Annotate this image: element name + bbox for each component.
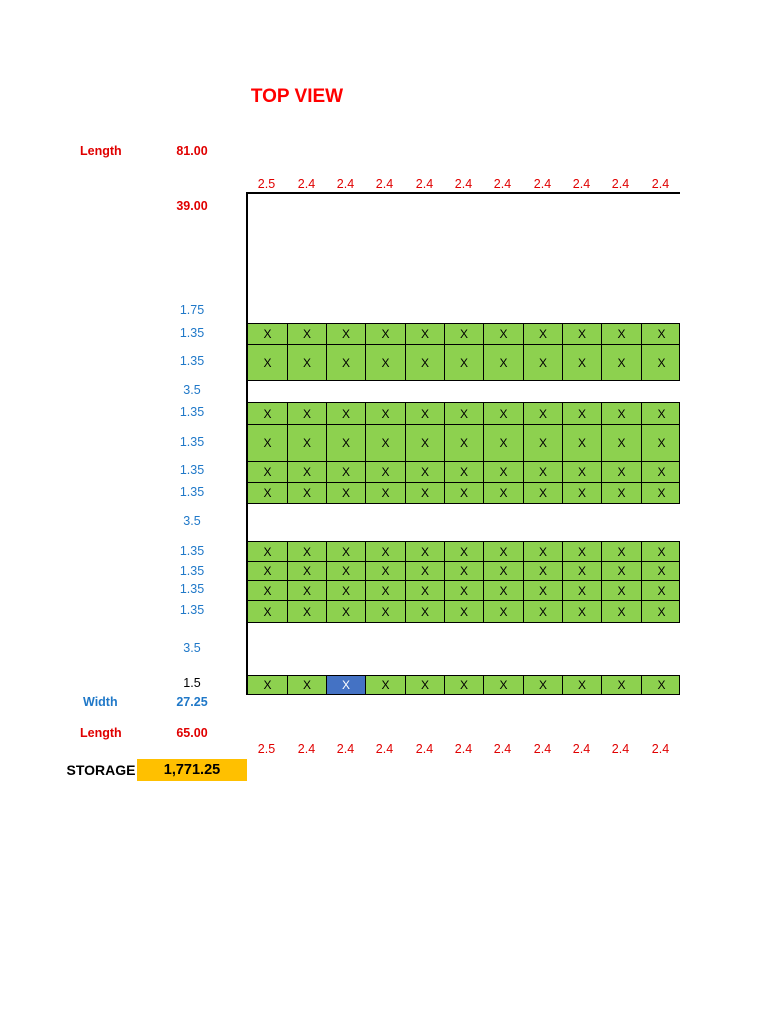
grid-cell[interactable]: X (563, 345, 602, 380)
grid-cell[interactable]: X (366, 462, 406, 482)
column-width-label: 2.4 (651, 742, 670, 756)
grid-cell[interactable]: X (524, 601, 563, 622)
grid-cell[interactable]: X (524, 324, 563, 344)
grid-cell[interactable]: X (445, 601, 484, 622)
grid-cell[interactable]: X (484, 425, 524, 461)
column-width-label: 2.4 (611, 177, 630, 191)
grid-cell[interactable]: X (445, 462, 484, 482)
column-width-label: 2.4 (297, 742, 316, 756)
column-width-label: 2.4 (336, 177, 355, 191)
row-label: 1.35 (179, 603, 205, 617)
grid-cell[interactable]: X (248, 483, 288, 503)
grid-cell[interactable]: X (563, 324, 602, 344)
grid-cell[interactable]: X (327, 462, 366, 482)
grid-cell[interactable]: X (288, 676, 327, 694)
grid-cell[interactable]: X (406, 345, 445, 380)
grid-cell[interactable]: X (248, 345, 288, 380)
row-label: 1.35 (179, 582, 205, 596)
grid-row (247, 402, 680, 425)
grid-cell[interactable]: X (406, 403, 445, 424)
grid-cell[interactable]: X (484, 345, 524, 380)
grid-cell[interactable]: X (524, 462, 563, 482)
depth-value: 39.00 (176, 199, 208, 213)
grid-cell[interactable]: X (602, 542, 642, 561)
grid-cell[interactable]: X (366, 403, 406, 424)
grid-cell[interactable]: X (524, 403, 563, 424)
grid-cell[interactable]: X (602, 403, 642, 424)
grid-cell[interactable]: X (248, 462, 288, 482)
grid-row (247, 482, 680, 504)
storage-value[interactable]: 1,771.25 (137, 759, 247, 781)
grid-cell[interactable]: X (248, 601, 288, 622)
grid-cell[interactable]: X (602, 581, 642, 600)
width-label: Width (83, 695, 118, 709)
column-width-label: 2.5 (257, 742, 276, 756)
grid-cell[interactable]: X (524, 483, 563, 503)
grid-cell[interactable]: X (366, 345, 406, 380)
grid-cell[interactable]: X (657, 355, 666, 370)
column-width-label: 2.4 (533, 177, 552, 191)
row-label: 1.5 (183, 676, 201, 690)
grid-cell[interactable]: X (366, 542, 406, 561)
grid-cell[interactable]: X (563, 581, 602, 600)
grid-cell[interactable]: X (406, 601, 445, 622)
grid-cell[interactable]: X (248, 425, 288, 461)
grid-cell[interactable]: X (657, 564, 666, 578)
grid-cell[interactable]: X (602, 324, 642, 344)
grid-cell[interactable]: X (563, 425, 602, 461)
grid-cell[interactable]: X (524, 676, 563, 694)
grid-cell[interactable]: X (445, 676, 484, 694)
grid-cell[interactable]: X (484, 324, 524, 344)
grid-row (247, 580, 680, 601)
grid-cell[interactable]: X (288, 562, 327, 580)
grid-row (247, 561, 680, 581)
grid-cell[interactable]: X (366, 676, 406, 694)
row-label: 1.35 (179, 485, 205, 499)
grid-row (247, 461, 680, 483)
grid-cell[interactable]: X (366, 425, 406, 461)
grid-cell[interactable]: X (406, 425, 445, 461)
grid-cell[interactable]: X (657, 604, 666, 619)
column-width-label: 2.4 (533, 742, 552, 756)
grid-cell[interactable]: X (288, 581, 327, 600)
grid-cell[interactable]: X (657, 465, 666, 479)
grid-cell[interactable]: X (602, 483, 642, 503)
grid-cell[interactable]: X (288, 601, 327, 622)
grid-cell[interactable]: X (484, 403, 524, 424)
grid-cell[interactable]: X (327, 324, 366, 344)
grid-cell[interactable]: X (445, 324, 484, 344)
grid-cell[interactable]: X (563, 601, 602, 622)
column-width-label: 2.4 (375, 177, 394, 191)
grid-cell[interactable]: X (524, 345, 563, 380)
grid-cell[interactable]: X (657, 436, 666, 450)
grid-cell[interactable]: X (445, 425, 484, 461)
width-value: 27.25 (176, 695, 208, 709)
grid-cell[interactable]: X (484, 676, 524, 694)
grid-cell[interactable]: X (406, 542, 445, 561)
column-width-label: 2.4 (493, 742, 512, 756)
grid-cell[interactable]: X (445, 483, 484, 503)
bottom-length-label: Length (80, 726, 122, 740)
grid-cell[interactable]: X (657, 406, 666, 421)
grid-cell[interactable]: X (327, 562, 366, 580)
grid-cell[interactable]: X (288, 345, 327, 380)
grid-cell[interactable]: X (657, 678, 666, 692)
grid-cell[interactable]: X (406, 581, 445, 600)
length-label: Length (80, 144, 122, 158)
grid-cell[interactable]: X (445, 562, 484, 580)
row-label: 1.35 (179, 544, 205, 558)
grid-cell[interactable]: X (484, 562, 524, 580)
grid-cell[interactable]: X (288, 324, 327, 344)
grid-cell[interactable]: X (288, 462, 327, 482)
grid-cell[interactable]: X (602, 676, 642, 694)
length-value: 81.00 (176, 144, 208, 158)
grid-cell[interactable]: X (445, 345, 484, 380)
grid-row (247, 675, 680, 695)
bottom-length-value: 65.00 (176, 726, 208, 740)
column-width-label: 2.5 (257, 177, 276, 191)
grid-cell[interactable]: X (406, 324, 445, 344)
grid-cell[interactable]: X (484, 462, 524, 482)
grid-cell[interactable]: X (288, 403, 327, 424)
column-width-label: 2.4 (651, 177, 670, 191)
grid-cell[interactable]: X (248, 403, 288, 424)
grid-cell[interactable]: X (484, 483, 524, 503)
grid-cell[interactable]: X (327, 345, 366, 380)
row-label: 1.35 (179, 435, 205, 449)
grid-cell[interactable]: X (366, 324, 406, 344)
grid-cell[interactable]: X (327, 581, 366, 600)
storage-label: STORAGE (66, 762, 136, 778)
grid-cell[interactable]: X (366, 601, 406, 622)
grid-cell[interactable]: X (327, 601, 366, 622)
grid-cell[interactable]: X (445, 581, 484, 600)
grid-cell[interactable]: X (524, 425, 563, 461)
grid-cell-selected[interactable]: X (327, 676, 366, 694)
grid-cell[interactable]: X (288, 483, 327, 503)
grid-cell[interactable]: X (524, 542, 563, 561)
column-width-label: 2.4 (454, 177, 473, 191)
row-label: 1.35 (179, 354, 205, 368)
row-label: 1.35 (179, 463, 205, 477)
grid-cell[interactable]: X (406, 562, 445, 580)
column-width-label: 2.4 (375, 742, 394, 756)
column-width-label: 2.4 (454, 742, 473, 756)
grid-cell[interactable]: X (484, 601, 524, 622)
grid-cell[interactable]: X (524, 581, 563, 600)
grid-cell[interactable]: X (563, 542, 602, 561)
gap-label: 3.5 (183, 641, 201, 655)
column-width-label: 2.4 (415, 177, 434, 191)
grid-cell[interactable]: X (248, 324, 288, 344)
grid-cell[interactable]: X (657, 544, 666, 559)
grid-cell[interactable]: X (248, 562, 288, 580)
grid-cell[interactable]: X (406, 676, 445, 694)
grid-cell[interactable]: X (327, 425, 366, 461)
grid-cell[interactable]: X (327, 542, 366, 561)
grid-cell[interactable]: X (563, 676, 602, 694)
grid-cell[interactable]: X (563, 562, 602, 580)
grid-cell[interactable]: X (524, 562, 563, 580)
grid-cell[interactable]: X (366, 483, 406, 503)
gap-label: 3.5 (183, 383, 201, 397)
grid-row (247, 600, 680, 623)
grid-row (247, 424, 680, 462)
grid-cell[interactable]: X (484, 542, 524, 561)
grid-cell[interactable]: X (657, 327, 666, 341)
grid-cell[interactable]: X (366, 581, 406, 600)
grid-cell[interactable]: X (602, 601, 642, 622)
column-width-label: 2.4 (572, 177, 591, 191)
column-width-label: 2.4 (415, 742, 434, 756)
grid-cell[interactable]: X (445, 403, 484, 424)
grid-row (247, 541, 680, 562)
column-width-label: 2.4 (572, 742, 591, 756)
grid-cell[interactable]: X (563, 483, 602, 503)
page-title: TOP VIEW (250, 86, 344, 107)
row-label: 1.35 (179, 564, 205, 578)
grid-cell[interactable]: X (563, 403, 602, 424)
grid-cell[interactable]: X (602, 345, 642, 380)
row-label: 1.35 (179, 405, 205, 419)
column-width-label: 2.4 (297, 177, 316, 191)
row-label: 1.75 (179, 303, 205, 317)
grid-cell[interactable]: X (248, 581, 288, 600)
grid-cell[interactable]: X (484, 581, 524, 600)
grid-cell[interactable]: X (327, 483, 366, 503)
grid-cell[interactable]: X (406, 462, 445, 482)
grid-cell[interactable]: X (563, 462, 602, 482)
grid-cell[interactable]: X (366, 562, 406, 580)
top-axis-line (246, 192, 680, 194)
grid-cell[interactable]: X (327, 403, 366, 424)
grid-cell[interactable]: X (602, 425, 642, 461)
grid-cell[interactable]: X (406, 483, 445, 503)
row-label: 1.35 (179, 326, 205, 340)
column-width-label: 2.4 (611, 742, 630, 756)
grid-cell[interactable]: X (445, 542, 484, 561)
grid-cell[interactable]: X (248, 542, 288, 561)
grid-cell[interactable]: X (657, 486, 666, 500)
grid-cell[interactable]: X (288, 425, 327, 461)
grid-cell[interactable]: X (602, 562, 642, 580)
grid-cell[interactable]: X (657, 583, 666, 598)
column-width-label: 2.4 (336, 742, 355, 756)
grid-cell[interactable]: X (248, 676, 288, 694)
grid-cell[interactable]: X (288, 542, 327, 561)
grid-cell[interactable]: X (602, 462, 642, 482)
gap-label: 3.5 (183, 514, 201, 528)
column-width-label: 2.4 (493, 177, 512, 191)
grid-row (247, 323, 680, 345)
grid-row (247, 344, 680, 381)
